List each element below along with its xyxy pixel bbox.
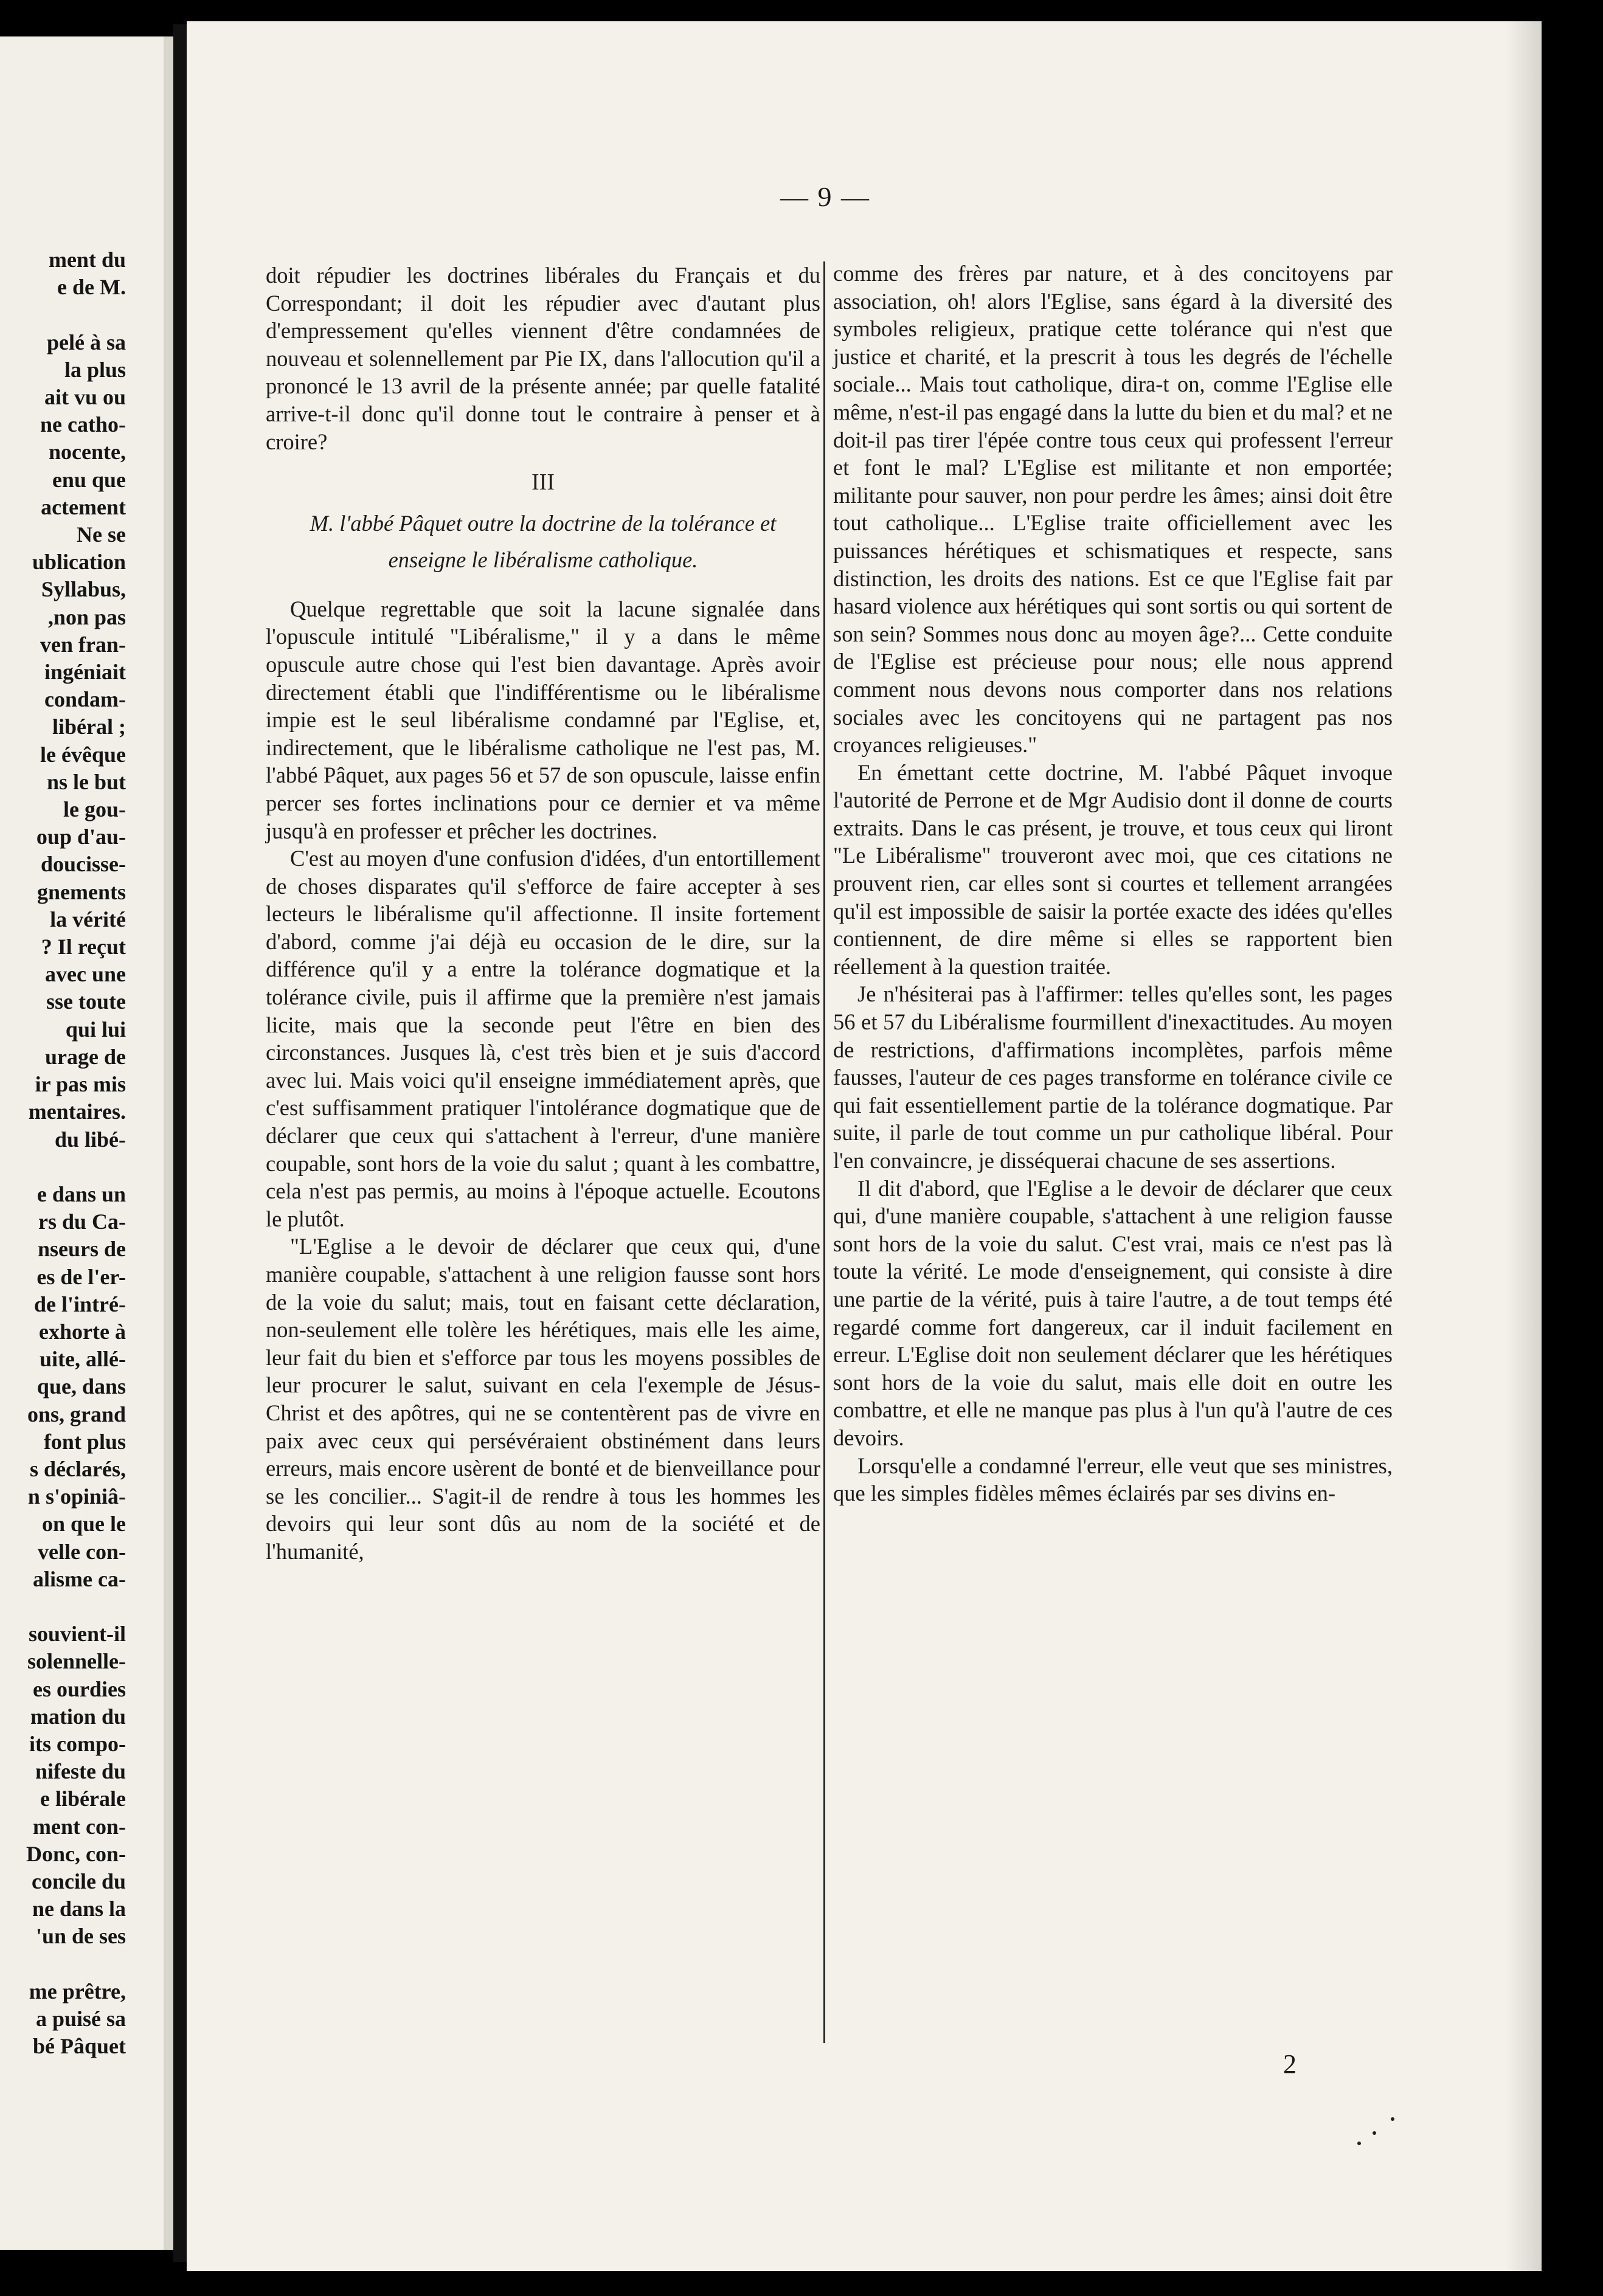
- paragraph: Il dit d'abord, que l'Eglise a le devoir de déclarer que ceux qui, d'une manière coupable, s'attachent à une religion fausse sont hors de la voie du salut. C'est vrai, mais ce n'est pas là toute la vérité. Le mode d'enseignement, qui consiste à dire une partie de la vérité, puis à taire l'autre, a de tout temps été regardé comme fort dangereux, car il induit facilement en erreur. L'Eglise doit non seulement déclarer que les hérétiques sont hors de la voie du salut, mais elle doit en outre les combattre, et elle ne manque pas plus à l'un qu'à l'autre de ces devoirs.: [833, 1175, 1393, 1450]
- section-number: III: [531, 469, 555, 496]
- signature-mark: 2: [1283, 2049, 1297, 2079]
- left-page-text-fragments: ment du e de M. pelé à sa la plus ait vu ou ne catho- nocente, enu que actement Ne se ublication Syllabus, ,non pas ven fran- ingéniait condam- libéral ; le évêque ns le but le gou- oup d'au- doucisse- gnements la vérité ? Il reçut avec une sse toute qui lui urage de ir pas mis mentaires. du libé- e dans un rs du Ca- nseurs de es de l'er- de l'intré- exhorte à uite, allé- que, dans ons, grand font plus s déclarés, n s'opiniâ- on que le velle con- alisme ca- souvient-il solennelle- es ourdies mation du its compo- nifeste du e libérale ment con- Donc, con- concile du ne dans la 'un de ses me prêtre, a puisé sa bé Pâquet: [26, 247, 126, 2059]
- paragraph: Quelque regrettable que soit la lacune signalée dans l'opuscule intitulé "Libéralisme," il y a dans le même opuscule autre chose qui l'est bien davantage. Après avoir directement établi que l'indifférentisme ou le libéralisme impie est le seul libéralisme condamné par l'Eglise, et, indirectement, que le libéralisme catholique ne l'est pas, M. l'abbé Pâquet, aux pages 56 et 57 de son opuscule, laisse enfin percer ses fortes inclinations pour ce dernier et va même jusqu'à en professer et prêcher les doctrines.: [266, 596, 820, 843]
- column-right: [833, 260, 1393, 1507]
- column-left: [266, 261, 820, 1566]
- book-gutter: [173, 24, 187, 2262]
- paragraph: En émettant cette doctrine, M. l'abbé Pâquet invoque l'autorité de Perrone et de Mgr Audisio dont il donne de courts extraits. Dans le cas présent, je trouve, et tous ceux qui liront "Le Libéralisme" trouveront avec moi, que ces citations ne prouvent rien, car elles sont si courtes et tellement arrangées qu'il est impossible de saisir la portée exacte des idées qu'elles contiennent, de dire même si elles se rapportent bien réellement à la question traitée.: [833, 759, 1393, 979]
- scan-speck: [1357, 2142, 1361, 2145]
- paragraph: C'est au moyen d'une confusion d'idées, d'un entortillement de choses disparates qu'il s'efforce de faire accepter à ses lecteurs le libéralisme qu'il affectionne. Il insite fortement d'abord, comme j'ai déjà eu occasion de le dire, sur la différence qu'il y a entre la tolérance dogmatique et la tolérance civile, puis il affirme que la première n'est jamais licite, mais que la seconde peut l'être en bien des circonstances. Jusques là, c'est très bien et je suis d'accord avec lui. Mais voici qu'il enseigne immédiatement après, que c'est suffisamment pratiquer l'intolérance dogmatique que de déclarer que ceux qui s'attachent à l'erreur, d'une manière coupable, sont hors de la voie du salut ; quant à les combattre, cela n'est pas permis, au moins à l'époque actuelle. Ecoutons le plutôt.: [266, 846, 820, 1231]
- paragraph: "L'Eglise a le devoir de déclarer que ceux qui, d'une manière coupable, s'attachent à une religion fausse sont hors de la voie du salut; mais, tout en faisant cette déclaration, non-seulement elle tolère les hérétiques, mais elle les aime, leur fait du bien et s'efforce par tous les moyens possibles de leur procurer le salut, suivant en cela l'exemple de Jésus-Christ et des apôtres, qui ne se contentèrent pas de vivre en paix avec ceux qui persévéraient obstinément dans leurs erreurs, mais encore usèrent de bonté et de bienveillance pour se les concilier... S'agit-il de rendre à tous les hommes les devoirs qui leur sont dûs au nom de la société et de l'humanité,: [266, 1234, 820, 1564]
- paragraph: comme des frères par nature, et à des concitoyens par association, oh! alors l'Eglise, sans égard à la diversité des symboles religieux, pratique cette tolérance qui n'est que justice et charité, et la prescrit à tous les degrés de l'échelle sociale... Mais tout catholique, dira-t on, comme l'Eglise elle même, n'est-il pas engagé dans la lutte du bien et du mal? et ne doit-il pas tirer l'épée contre tous ceux qui professent l'erreur et font le mal? L'Eglise est militante et non emportée; militante pour sauver, non pour perdre les âmes; ainsi doit être tout catholique... L'Eglise traite officiellement avec les puissances hérétiques et schismatiques et respecte, sans distinction, les droits des nations. Est ce que l'Eglise fait par hasard violence aux hérétiques qui sont sortis ou qui sortent de son sein? Sommes nous donc au moyen âge?... Cette conduite de l'Eglise est précieuse pour nous; elle nous apprend comment nous devons nous comporter dans nos relations sociales avec les concitoyens qui ne partagent pas nos croyances religieuses.": [833, 261, 1393, 758]
- left-page-edge: [0, 36, 173, 2250]
- scan-speck: [1373, 2131, 1376, 2135]
- main-page: [187, 21, 1542, 2271]
- page-edge-shadow: [1505, 21, 1542, 2271]
- page-number: — 9 —: [780, 181, 870, 212]
- paragraph: Je n'hésiterai pas à l'affirmer: telles qu'elles sont, les pages 56 et 57 du Libéralisme fourmillent d'inexactitudes. Au moyen de restrictions, d'affirmations incomplètes, parfois même fausses, l'auteur de ces pages transforme en tolérance civile ce qui fait essentiellement partie de la tolérance dogmatique. Par suite, il parle de tout comme un pur catholique libéral. Pour l'en convaincre, je disséquerai chacune de ses assertions.: [833, 981, 1393, 1173]
- column-divider: [823, 261, 825, 2043]
- section-title: M. l'abbé Pâquet outre la doctrine de la tolérance et enseigne le libéralisme catholique.: [310, 510, 777, 572]
- scan-speck: [1391, 2117, 1394, 2121]
- paragraph: doit répudier les doctrines libérales du Français et du Correspondant; il doit les répudier avec d'autant plus d'empressement qu'elles viennent d'être condamnées de nouveau et solennellement par Pie IX, dans l'allocution qu'il a prononcé le 13 avril de la présente année; par quelle fatalité arrive-t-il donc qu'il donne tout le contraire à penser et à croire?: [266, 263, 820, 454]
- paragraph: Lorsqu'elle a condamné l'erreur, elle veut que ses ministres, que les simples fidèles mêmes éclairés par ses divins en-: [833, 1453, 1393, 1506]
- left-page-border: [164, 36, 173, 2250]
